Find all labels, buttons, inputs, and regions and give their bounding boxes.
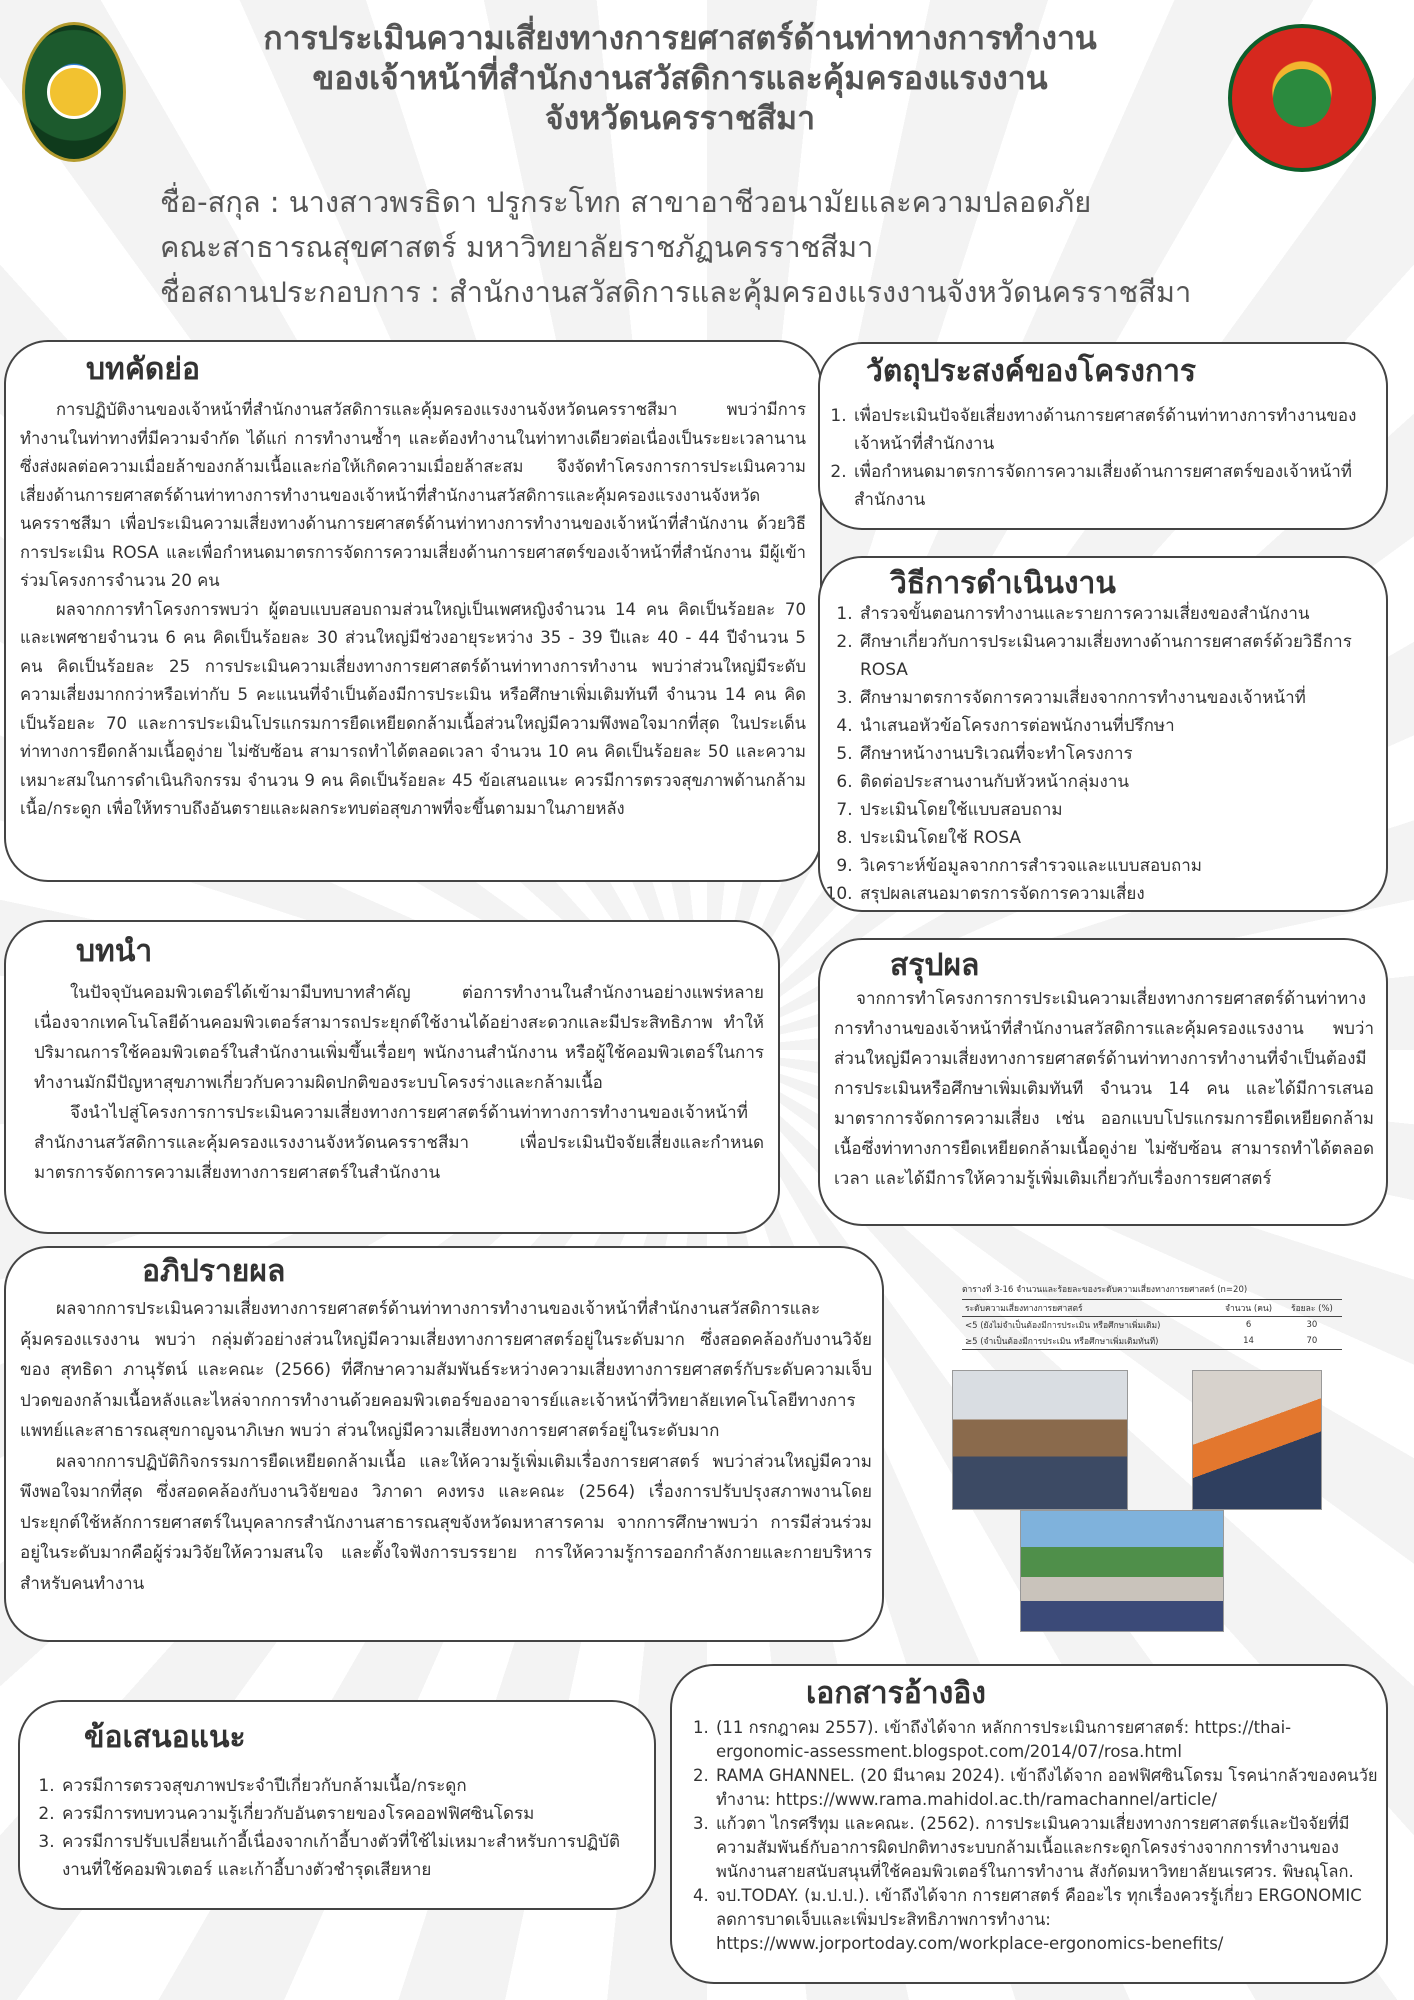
list-item: 2. RAMA GHANNEL. (20 มีนาคม 2024). เข้าถึงได้จาก ออฟฟิศซินโดรม โรคน่ากลัวของคนวัยทำงาน: https://www.rama.mahidol.ac.th/ramachannel/article/ bbox=[714, 1764, 1378, 1812]
objectives-section bbox=[818, 342, 1388, 530]
conclusion-section bbox=[818, 938, 1388, 1226]
section-body bbox=[36, 1772, 644, 1884]
title-line: การประเมินความเสี่ยงทางการยศาสตร์ด้านท่าทางการทำงาน bbox=[263, 19, 1097, 57]
list-item: 2. ศึกษาเกี่ยวกับการประเมินความเสี่ยงทางด้านการยศาสตร์ด้วยวิธีการ ROSA bbox=[858, 628, 1380, 684]
list-item: 1. เพื่อประเมินปัจจัยเสี่ยงทางด้านการยศาสตร์ด้านท่าทางการทำงานของเจ้าหน้าที่สำนักงาน bbox=[852, 402, 1376, 458]
activity-photo bbox=[952, 1370, 1128, 1510]
list-item: 1. (11 กรกฎาคม 2557). เข้าถึงได้จาก หลักการประเมินการยศาสตร์: https://thai-ergonomic-assessment.blogspot.com/2014/07/rosa.html bbox=[714, 1716, 1378, 1764]
title-line: จังหวัดนครราชสีมา bbox=[544, 99, 816, 137]
table-row bbox=[962, 1333, 1342, 1350]
table-row bbox=[962, 1317, 1342, 1334]
list-item: 1. ควรมีการตรวจสุขภาพประจำปีเกี่ยวกับกล้ามเนื้อ/กระดูก bbox=[60, 1772, 644, 1800]
activity-photo bbox=[1020, 1510, 1224, 1632]
references-section bbox=[670, 1664, 1388, 1984]
paragraph: จึงนำไปสู่โครงการการประเมินความเสี่ยงทางการยศาสตร์ด้านท่าทางการทำงานของเจ้าหน้าที่สำนักงานสวัสดิการและคุ้มครองแรงงานจังหวัดนครราชสีมา เพื่อประเมินปัจจัยเสี่ยงและกำหนดมาตรการจัดการความเสี่ยงทางการยศาสตร์ในสำนักงาน bbox=[34, 1103, 764, 1183]
list-item: 9. วิเคราะห์ข้อมูลจากการสำรวจและแบบสอบถาม bbox=[858, 852, 1380, 880]
results-table bbox=[962, 1282, 1342, 1350]
list-item: 7. ประเมินโดยใช้แบบสอบถาม bbox=[858, 796, 1380, 824]
list-item: 1. สำรวจขั้นตอนการทำงานและรายการความเสี่ยงของสำนักงาน bbox=[858, 600, 1380, 628]
section-body bbox=[20, 396, 806, 824]
section-heading: วัตถุประสงค์ของโครงการ bbox=[866, 354, 1197, 389]
table-cell: 30 bbox=[1306, 1320, 1318, 1330]
list-item: 6. ติดต่อประสานงานกับหัวหน้ากลุ่มงาน bbox=[858, 768, 1380, 796]
section-body bbox=[828, 402, 1376, 514]
author-line: คณะสาธารณสุขศาสตร์ มหาวิทยาลัยราชภัฏนครราชสีมา bbox=[160, 230, 874, 264]
list-item: 10. สรุปผลเสนอมาตรการจัดการความเสี่ยง bbox=[858, 880, 1380, 908]
section-heading: สรุปผล bbox=[890, 948, 980, 983]
methods-section bbox=[818, 556, 1388, 912]
paragraph: การปฏิบัติงานของเจ้าหน้าที่สำนักงานสวัสดิการและคุ้มครองแรงงานจังหวัดนครราชสีมา พบว่ามีการทำงานในท่าทางที่มีความจำกัด ได้แก่ การทำงานซ้ำๆ และต้องทำงานในท่าทางเดียวต่อเนื่องเป็นระยะเวลานาน ซึ่งส่งผลต่อความเมื่อยล้าของกล้ามเนื้อและก่อให้เกิดความเมื่อยล้าสะสม จึงจัดทำโครงการการประเมินความเสี่ยงด้านการยศาสตร์ด้านท่าทางการทำงานของเจ้าหน้าที่สำนักงานสวัสดิการและคุ้มครองแรงงานจังหวัดนครราชสีมา เพื่อประเมินความเสี่ยงทางด้านการยศาสตร์ด้านท่าทางการทำงานของเจ้าหน้าที่สำนักงาน ด้วยวิธีการประเมิน ROSA และเพื่อกำหนดมาตรการจัดการความเสี่ยงด้านการยศาสตร์ของเจ้าหน้าที่สำนักงาน มีผู้เข้าร่วมโครงการจำนวน 20 คน bbox=[20, 400, 806, 590]
poster-title bbox=[160, 18, 1200, 138]
section-heading: ข้อเสนอแนะ bbox=[84, 1720, 246, 1755]
column-header: จำนวน (คน) bbox=[1215, 1300, 1282, 1317]
section-heading: วิธีการดำเนินงาน bbox=[890, 566, 1116, 601]
table-cell: ≥5 (จำเป็นต้องมีการประเมิน หรือศึกษาเพิ่มเติมทันที) bbox=[962, 1333, 1215, 1350]
author-line: ชื่อสถานประกอบการ : สำนักงานสวัสดิการและคุ้มครองแรงงานจังหวัดนครราชสีมา bbox=[160, 275, 1192, 309]
table-cell: <5 (ยังไม่จำเป็นต้องมีการประเมิน หรือศึกษาเพิ่มเติม) bbox=[965, 1321, 1161, 1331]
section-heading: อภิปรายผล bbox=[142, 1254, 286, 1289]
abstract-section bbox=[4, 340, 822, 882]
list-item: 3. ศึกษามาตรการจัดการความเสี่ยงจากการทำงานของเจ้าหน้าที่ bbox=[858, 684, 1380, 712]
list-item: 2. เพื่อกำหนดมาตรการจัดการความเสี่ยงด้านการยศาสตร์ของเจ้าหน้าที่สำนักงาน bbox=[852, 458, 1376, 514]
table-cell: 70 bbox=[1282, 1333, 1342, 1350]
activity-photo bbox=[1192, 1370, 1322, 1510]
section-body bbox=[834, 600, 1380, 908]
list-item: 3. แก้วตา ไกรศรีทุม และคณะ. (2562). การประเมินความเสี่ยงทางการยศาสตร์และปัจจัยที่มีความสัมพันธ์กับอาการผิดปกติทางระบบกล้ามเนื้อและกระดูกโครงร่างจากการทำงานของพนักงานสายสนับสนุนที่ใช้คอมพิวเตอร์ในการทำงาน สังกัดมหาวิทยาลัยนเรศวร. พิษณุโลก. bbox=[714, 1812, 1378, 1884]
section-heading: เอกสารอ้างอิง bbox=[806, 1676, 986, 1711]
table-header-row bbox=[962, 1300, 1342, 1317]
labour-office-logo bbox=[1228, 24, 1376, 172]
discussion-section bbox=[4, 1246, 884, 1642]
paragraph: จากการทำโครงการการประเมินความเสี่ยงทางการยศาสตร์ด้านท่าทางการทำงานของเจ้าหน้าที่สำนักงานสวัสดิการและคุ้มครองแรงงาน พบว่าส่วนใหญ่มีความเสี่ยงทางการยศาสตร์ด้านท่าทางการทำงานที่จำเป็นต้องมีการประเมินหรือศึกษาเพิ่มเติมทันที จำนวน 14 คน และได้มีการเสนอมาตราการจัดการความเสี่ยง เช่น ออกแบบโปรแกรมการยืดเหยียดกล้ามเนื้อซึ่งท่าทางการยืดเหยียดกล้ามเนื้อดูง่าย ไม่ซับซ้อน สามารถทำได้ตลอดเวลา และได้มีการให้ความรู้เพิ่มเติมเกี่ยวกับเรื่องการยศาสตร์ bbox=[834, 989, 1374, 1189]
column-header: ระดับความเสี่ยงทางการยศาสตร์ bbox=[962, 1300, 1215, 1317]
list-item: 4. จป.TODAY. (ม.ป.ป.). เข้าถึงได้จาก การยศาสตร์ คืออะไร ทุกเรื่องควรรู้เกี่ยว ERGONOMIC ลดการบาดเจ็บและเพิ่มประสิทธิภาพการทำงาน: https://www.jorportoday.com/workplace-ergonomics-benefits/ bbox=[714, 1884, 1378, 1956]
list-item: 4. นำเสนอหัวข้อโครงการต่อพนักงานที่ปรึกษา bbox=[858, 712, 1380, 740]
paragraph: ในปัจจุบันคอมพิวเตอร์ได้เข้ามามีบทบาทสำคัญ ต่อการทำงานในสำนักงานอย่างแพร่หลาย เนื่องจากเทคโนโลยีด้านคอมพิวเตอร์สามารถประยุกต์ใช้งานได้อย่างสะดวกและมีประสิทธิภาพ ทำให้ปริมาณการใช้คอมพิวเตอร์ในสำนักงานเพิ่มขึ้นเรื่อยๆ พนักงานสำนักงาน หรือผู้ใช้คอมพิวเตอร์ในการทำงานมักมีปัญหาสุขภาพเกี่ยวกับความผิดปกติของระบบโครงร่างและกล้ามเนื้อ bbox=[34, 983, 764, 1093]
introduction-section bbox=[4, 920, 780, 1234]
paragraph: ผลจากการทำโครงการพบว่า ผู้ตอบแบบสอบถามส่วนใหญ่เป็นเพศหญิงจำนวน 14 คน คิดเป็นร้อยละ 70 และเพศชายจำนวน 6 คน คิดเป็นร้อยละ 30 ส่วนใหญ่มีช่วงอายุระหว่าง 35 - 39 ปีและ 40 - 44 ปีจำนวน 5 คน คิดเป็นร้อยละ 25 การประเมินความเสี่ยงทางการยศาสตร์ด้านท่าทางการทำงาน พบว่าส่วนใหญ่มีระดับความเสี่ยงมากกว่าหรือเท่ากับ 5 คะแนนที่จำเป็นต้องมีการประเมิน หรือศึกษาเพิ่มเติมทันที จำนวน 14 คน คิดเป็นร้อยละ 70 และการประเมินโปรแกรมการยืดเหยียดกล้ามเนื้อส่วนใหญ่มีความพึงพอใจมากที่สุด ในประเด็นท่าทางการยืดกล้ามเนื้อดูง่าย ไม่ซับซ้อน สามารถทำได้ตลอดเวลา จำนวน 10 คน คิดเป็นร้อยละ 50 และความเหมาะสมในการดำเนินกิจกรรม จำนวน 9 คน คิดเป็นร้อยละ 45 ข้อเสนอแนะ ควรมีการตรวจสุขภาพด้านกล้ามเนื้อ/กระดูก เพื่อให้ทราบถึงอันตรายและผลกระทบต่อสุขภาพที่จะขึ้นตามมาในภายหลัง bbox=[20, 599, 806, 818]
section-heading: บทคัดย่อ bbox=[86, 352, 200, 387]
section-body bbox=[690, 1716, 1378, 1956]
title-line: ของเจ้าหน้าที่สำนักงานสวัสดิการและคุ้มครองแรงงาน bbox=[312, 59, 1048, 97]
section-body bbox=[34, 978, 764, 1188]
list-item: 3. ควรมีการปรับเปลี่ยนเก้าอี้เนื่องจากเก้าอี้บางตัวที่ใช้ไม่เหมาะสำหรับการปฏิบัติงานที่ใช้คอมพิวเตอร์ และเก้าอี้บางตัวชำรุดเสียหาย bbox=[60, 1828, 644, 1884]
table-cell: 14 bbox=[1215, 1333, 1282, 1350]
section-body bbox=[20, 1294, 872, 1599]
risk-table bbox=[962, 1299, 1342, 1350]
section-heading: บทนำ bbox=[76, 934, 153, 969]
section-body bbox=[834, 984, 1374, 1194]
column-header: ร้อยละ (%) bbox=[1282, 1300, 1342, 1317]
author-line: ชื่อ-สกุล : นางสาวพรธิดา ปรูกระโทก สาขาอาชีวอนามัยและความปลอดภัย bbox=[160, 185, 1092, 219]
list-item: 5. ศึกษาหน้างานบริเวณที่จะทำโครงการ bbox=[858, 740, 1380, 768]
table-caption: ตารางที่ 3-16 จำนวนและร้อยละของระดับความเสี่ยงทางการยศาสตร์ (n=20) bbox=[962, 1285, 1248, 1295]
author-info bbox=[160, 180, 1360, 315]
paragraph: ผลจากการปฏิบัติกิจกรรมการยืดเหยียดกล้ามเนื้อ และให้ความรู้เพิ่มเติมเรื่องการยศาสตร์ พบว่าส่วนใหญ่มีความพึงพอใจมากที่สุด ซึ่งสอดคล้องกับงานวิจัยของ วิภาดา คงทรง และคณะ (2564) เรื่องการปรับปรุงสภาพงานโดยประยุกต์ใช้หลักการยศาสตร์ในบุคลากรสำนักงานสาธารณสุขจังหวัดมหาสารคาม จากการศึกษาพบว่า การมีส่วนร่วมอยู่ในระดับมากคือผู้ร่วมวิจัยให้ความสนใจ และตั้งใจฟังการบรรยาย การให้ความรู้การออกกำลังกายและกายบริหารสำหรับคนทำงาน bbox=[20, 1451, 872, 1594]
table-cell: 6 bbox=[1245, 1320, 1252, 1330]
list-item: 8. ประเมินโดยใช้ ROSA bbox=[858, 824, 1380, 852]
paragraph: ผลจากการประเมินความเสี่ยงทางการยศาสตร์ด้านท่าทางการทำงานของเจ้าหน้าที่สำนักงานสวัสดิการและคุ้มครองแรงงาน พบว่า กลุ่มตัวอย่างส่วนใหญ่มีความเสี่ยงทางการยศาสตร์อยู่ในระดับมาก ซึ่งสอดคล้องกับงานวิจัยของ สุทธิดา ภานุรัตน์ และคณะ (2566) ที่ศึกษาความสัมพันธ์ระหว่างความเสี่ยงทางการยศาสตร์กับระดับความเจ็บปวดของกล้ามเนื้อหลังและไหล่จากการทำงานด้วยคอมพิวเตอร์ของอาจารย์และเจ้าหน้าที่วิทยาลัยเทคโนโลยีทางการแพทย์และสาธารณสุขกาญจนาภิเษก พบว่า ส่วนใหญ่มีความเสี่ยงทางการยศาสตร์อยู่ในระดับมาก bbox=[20, 1299, 872, 1441]
university-logo bbox=[22, 22, 126, 162]
suggestions-section bbox=[18, 1700, 656, 1910]
list-item: 2. ควรมีการทบทวนความรู้เกี่ยวกับอันตรายของโรคออฟฟิศซินโดรม bbox=[60, 1800, 644, 1828]
